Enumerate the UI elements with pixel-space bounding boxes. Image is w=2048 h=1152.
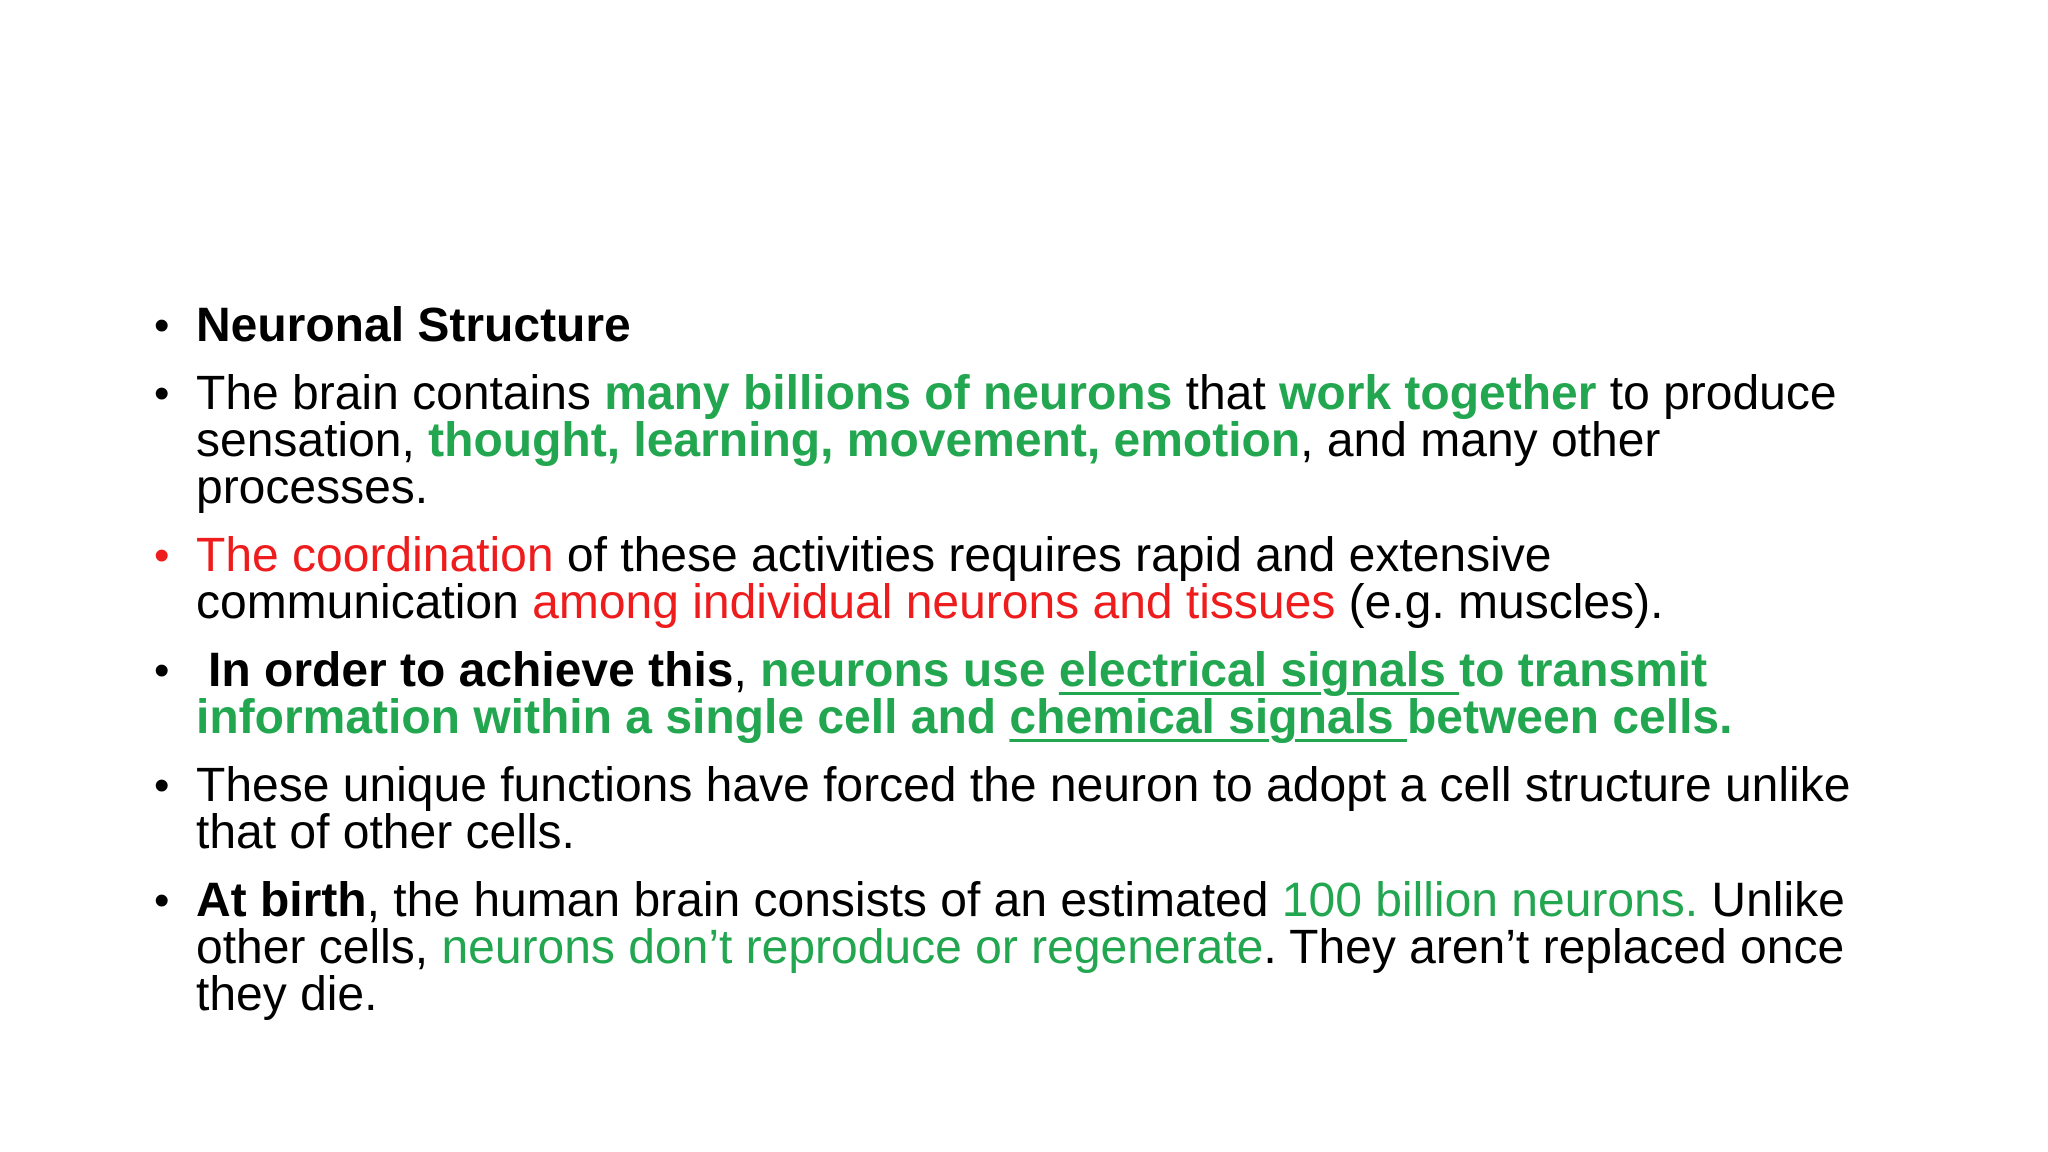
text-run: (e.g. muscles). [1335, 576, 1664, 629]
bullet-signals [154, 644, 1854, 744]
text-run: , [733, 644, 761, 697]
text-run: that [1172, 367, 1280, 420]
text-run: These unique functions have forced the neuron to adopt a cell structure unlike that of other cells. [196, 759, 1851, 859]
text-run: The brain contains [196, 367, 605, 420]
underlined-term: chemical signals [1009, 691, 1407, 744]
highlight-green: thought, learning, movement, emotion [428, 414, 1301, 467]
highlight-green: work together [1279, 367, 1597, 420]
text-run: , the human brain consists of an estimated [366, 874, 1282, 927]
highlight-green: neurons don’t reproduce or regenerate [441, 921, 1264, 974]
bullet-marker: • [154, 531, 170, 580]
bullet-marker: • [154, 876, 170, 925]
bullet-marker: • [154, 646, 170, 695]
highlight-green: 100 billion neurons. [1281, 874, 1699, 927]
highlight-green: neurons use [760, 644, 1059, 697]
heading-text: Neuronal Structure [196, 299, 631, 352]
bullet-heading [154, 299, 1854, 352]
underlined-term: electrical signals [1058, 644, 1460, 697]
bullet-marker: • [154, 369, 170, 418]
highlight-green: to transmit information within a single cell and [196, 644, 1708, 744]
text-run: to produce sensation, [196, 367, 1837, 467]
highlight-green: between cells. [1406, 691, 1733, 744]
bullet-list [154, 299, 1854, 1039]
bullet-coordination [154, 529, 1854, 629]
bullet-unique-functions [154, 759, 1854, 859]
bullet-at-birth [154, 874, 1854, 1021]
bullet-marker: • [154, 761, 170, 810]
bold-text: In order to achieve this [208, 644, 734, 697]
highlight-red: The coordination [196, 529, 554, 582]
text-run: of these activities requires rapid and extensive communication [196, 529, 1552, 629]
text-run: . They aren’t replaced once they die. [196, 921, 1845, 1021]
text-run: , and many other processes. [196, 414, 1661, 514]
highlight-green: many billions of neurons [604, 367, 1173, 420]
text-run: Unlike other cells, [196, 874, 1845, 974]
bullet-marker: • [154, 301, 170, 350]
highlight-red: among individual neurons and tissues [532, 576, 1336, 629]
bold-text: At birth [196, 874, 367, 927]
bullet-brain-neurons [154, 367, 1854, 514]
